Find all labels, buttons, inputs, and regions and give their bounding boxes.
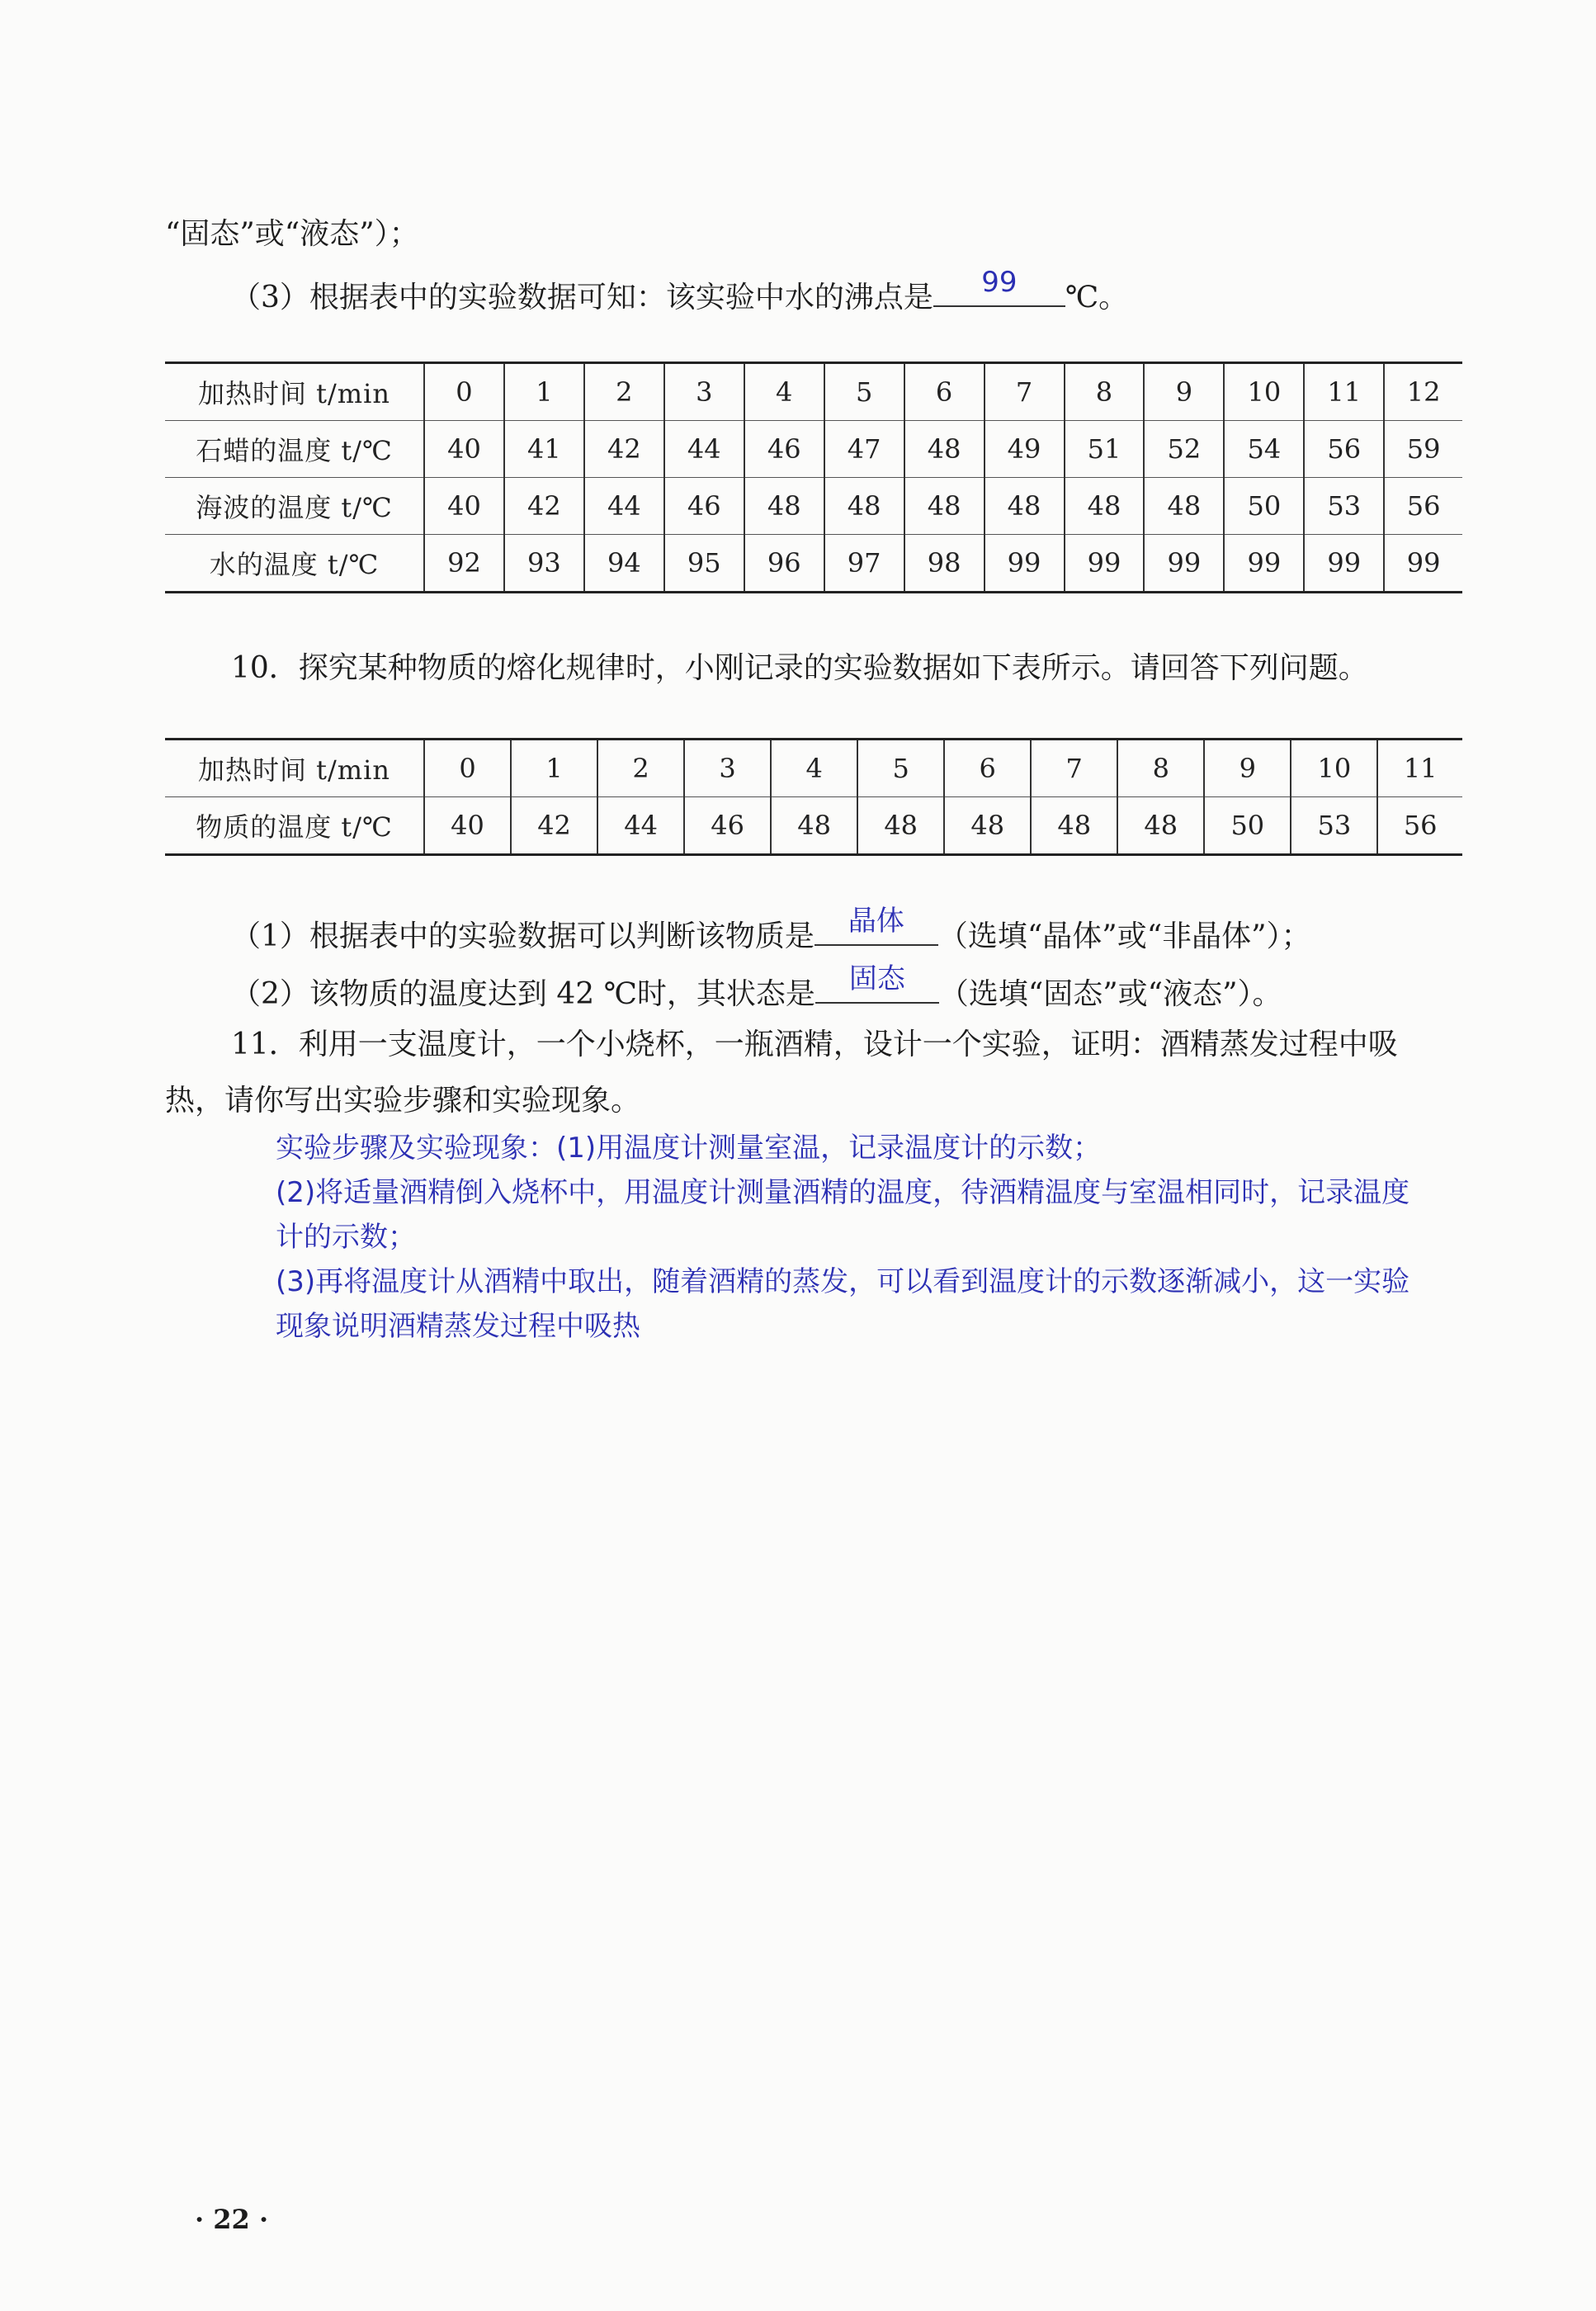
- time-cell: 10: [1224, 363, 1304, 421]
- temperature-cell: 48: [824, 478, 904, 535]
- question-10-2-suffix: （选填“固态”或“液态”）。: [938, 977, 1282, 1011]
- question-3: [231, 266, 1129, 316]
- temperature-cell: 56: [1377, 797, 1462, 855]
- temperature-cell: 48: [1031, 797, 1117, 855]
- temperature-cell: 48: [744, 478, 824, 535]
- temperature-cell: 50: [1204, 797, 1291, 855]
- answer-11-line-1: 实验步骤及实验现象：(1)用温度计测量室温，记录温度计的示数；: [276, 1132, 1102, 1165]
- temperature-cell: 53: [1304, 478, 1384, 535]
- table1-header-row: [165, 363, 1462, 421]
- time-cell: 4: [744, 363, 824, 421]
- time-cell: 11: [1377, 740, 1462, 797]
- column-header-label: 加热时间 t/min: [197, 754, 390, 786]
- time-cell: 0: [424, 740, 511, 797]
- question-10-2-prefix: （2）该物质的温度达到 42 ℃时，其状态是: [231, 977, 815, 1011]
- time-cell: 1: [511, 740, 597, 797]
- temperature-cell: 48: [1065, 478, 1145, 535]
- temperature-cell: 99: [1065, 535, 1145, 593]
- answer-blank-crystal: [815, 905, 938, 946]
- temperature-cell: 40: [424, 421, 504, 478]
- temperature-cell: 51: [1065, 421, 1145, 478]
- temperature-cell: 95: [664, 535, 744, 593]
- column-header-label: 加热时间 t/min: [197, 378, 390, 409]
- temperature-cell: 48: [985, 478, 1065, 535]
- temperature-cell: 50: [1224, 478, 1304, 535]
- temperature-cell: 40: [424, 797, 511, 855]
- temperature-cell: 96: [744, 535, 824, 593]
- answer-11-line-3: 计的示数；: [276, 1221, 416, 1254]
- temperature-cell: 44: [584, 478, 664, 535]
- temperature-cell: 48: [944, 797, 1031, 855]
- temperature-cell: 46: [664, 478, 744, 535]
- temperature-cell: 99: [1384, 535, 1462, 593]
- temperature-cell: 92: [424, 535, 504, 593]
- temperature-cell: 53: [1291, 797, 1377, 855]
- temperature-cell: 41: [504, 421, 584, 478]
- table1-data-row: [165, 478, 1462, 535]
- temperature-cell: 48: [771, 797, 857, 855]
- temperature-cell: 48: [904, 421, 985, 478]
- temperature-cell: 44: [664, 421, 744, 478]
- temperature-cell: 54: [1224, 421, 1304, 478]
- temperature-cell: 99: [985, 535, 1065, 593]
- answer-boiling-point: 99: [981, 266, 1018, 299]
- time-cell: 3: [664, 363, 744, 421]
- temperature-cell: 48: [857, 797, 944, 855]
- temperature-cell: 40: [424, 478, 504, 535]
- time-cell: 6: [904, 363, 985, 421]
- temperature-cell: 47: [824, 421, 904, 478]
- question-10-1-suffix: （选填“晶体”或“非晶体”）；: [937, 919, 1311, 953]
- row-label: 水的温度 t/℃: [209, 549, 380, 580]
- answer-blank-boiling-point: [933, 266, 1065, 307]
- temperature-cell: 49: [985, 421, 1065, 478]
- time-cell: 6: [944, 740, 1031, 797]
- time-cell: 5: [824, 363, 904, 421]
- time-cell: 11: [1304, 363, 1384, 421]
- time-cell: 4: [771, 740, 857, 797]
- question-10-2: [231, 962, 1282, 1013]
- page-number: · 22 ·: [195, 2204, 269, 2235]
- temperature-cell: 97: [824, 535, 904, 593]
- table2-header-row: [165, 740, 1462, 797]
- question-3-prefix: （3）根据表中的实验数据可知：该实验中水的沸点是: [231, 281, 933, 314]
- temperature-table-1: [165, 362, 1462, 593]
- time-cell: 5: [857, 740, 944, 797]
- answer-blank-state: [815, 962, 939, 1004]
- table1-data-row: [165, 421, 1462, 478]
- answer-crystal: 晶体: [848, 905, 904, 938]
- question-11-line-2: 热，请你写出实验步骤和实验现象。: [165, 1084, 641, 1118]
- temperature-cell: 93: [504, 535, 584, 593]
- temperature-cell: 99: [1144, 535, 1224, 593]
- temperature-cell: 99: [1304, 535, 1384, 593]
- melting-table: [165, 738, 1462, 856]
- time-cell: 9: [1144, 363, 1224, 421]
- question-3-suffix: ℃。: [1065, 281, 1129, 314]
- intro-line: “固态”或“液态”）；: [165, 217, 419, 251]
- temperature-cell: 42: [511, 797, 597, 855]
- question-11-line-1: 11．利用一支温度计，一个小烧杯，一瓶酒精，设计一个实验，证明：酒精蒸发过程中吸: [231, 1028, 1398, 1061]
- temperature-cell: 98: [904, 535, 985, 593]
- time-cell: 2: [584, 363, 664, 421]
- time-cell: 8: [1117, 740, 1204, 797]
- temperature-cell: 48: [904, 478, 985, 535]
- temperature-cell: 99: [1224, 535, 1304, 593]
- time-cell: 1: [504, 363, 584, 421]
- time-cell: 12: [1384, 363, 1462, 421]
- time-cell: 9: [1204, 740, 1291, 797]
- time-cell: 8: [1065, 363, 1145, 421]
- question-10-1: [231, 905, 1311, 955]
- time-cell: 0: [424, 363, 504, 421]
- temperature-cell: 44: [597, 797, 684, 855]
- temperature-cell: 48: [1117, 797, 1204, 855]
- temperature-cell: 46: [684, 797, 771, 855]
- temperature-cell: 52: [1144, 421, 1224, 478]
- temperature-cell: 42: [584, 421, 664, 478]
- temperature-cell: 56: [1304, 421, 1384, 478]
- answer-11-line-5: 现象说明酒精蒸发过程中吸热: [276, 1310, 640, 1343]
- time-cell: 2: [597, 740, 684, 797]
- temperature-cell: 59: [1384, 421, 1462, 478]
- answer-state: 固态: [848, 962, 905, 995]
- time-cell: 3: [684, 740, 771, 797]
- answer-11-line-2: (2)将适量酒精倒入烧杯中，用温度计测量酒精的温度，待酒精温度与室温相同时，记录温度: [276, 1176, 1410, 1209]
- time-cell: 7: [1031, 740, 1117, 797]
- time-cell: 7: [985, 363, 1065, 421]
- row-label: 石蜡的温度 t/℃: [196, 435, 393, 466]
- question-10-stem: 10．探究某种物质的熔化规律时，小刚记录的实验数据如下表所示。请回答下列问题。: [231, 651, 1368, 685]
- temperature-cell: 42: [504, 478, 584, 535]
- answer-11-line-4: (3)再将温度计从酒精中取出，随着酒精的蒸发，可以看到温度计的示数逐渐减小，这一实验: [276, 1265, 1410, 1298]
- row-label: 海波的温度 t/℃: [196, 492, 393, 523]
- temperature-cell: 46: [744, 421, 824, 478]
- row-label: 物质的温度 t/℃: [196, 811, 393, 843]
- table1-data-row: [165, 535, 1462, 593]
- temperature-cell: 56: [1384, 478, 1462, 535]
- time-cell: 10: [1291, 740, 1377, 797]
- temperature-cell: 48: [1144, 478, 1224, 535]
- question-10-1-prefix: （1）根据表中的实验数据可以判断该物质是: [231, 919, 815, 953]
- table2-data-row: [165, 797, 1462, 855]
- temperature-cell: 94: [584, 535, 664, 593]
